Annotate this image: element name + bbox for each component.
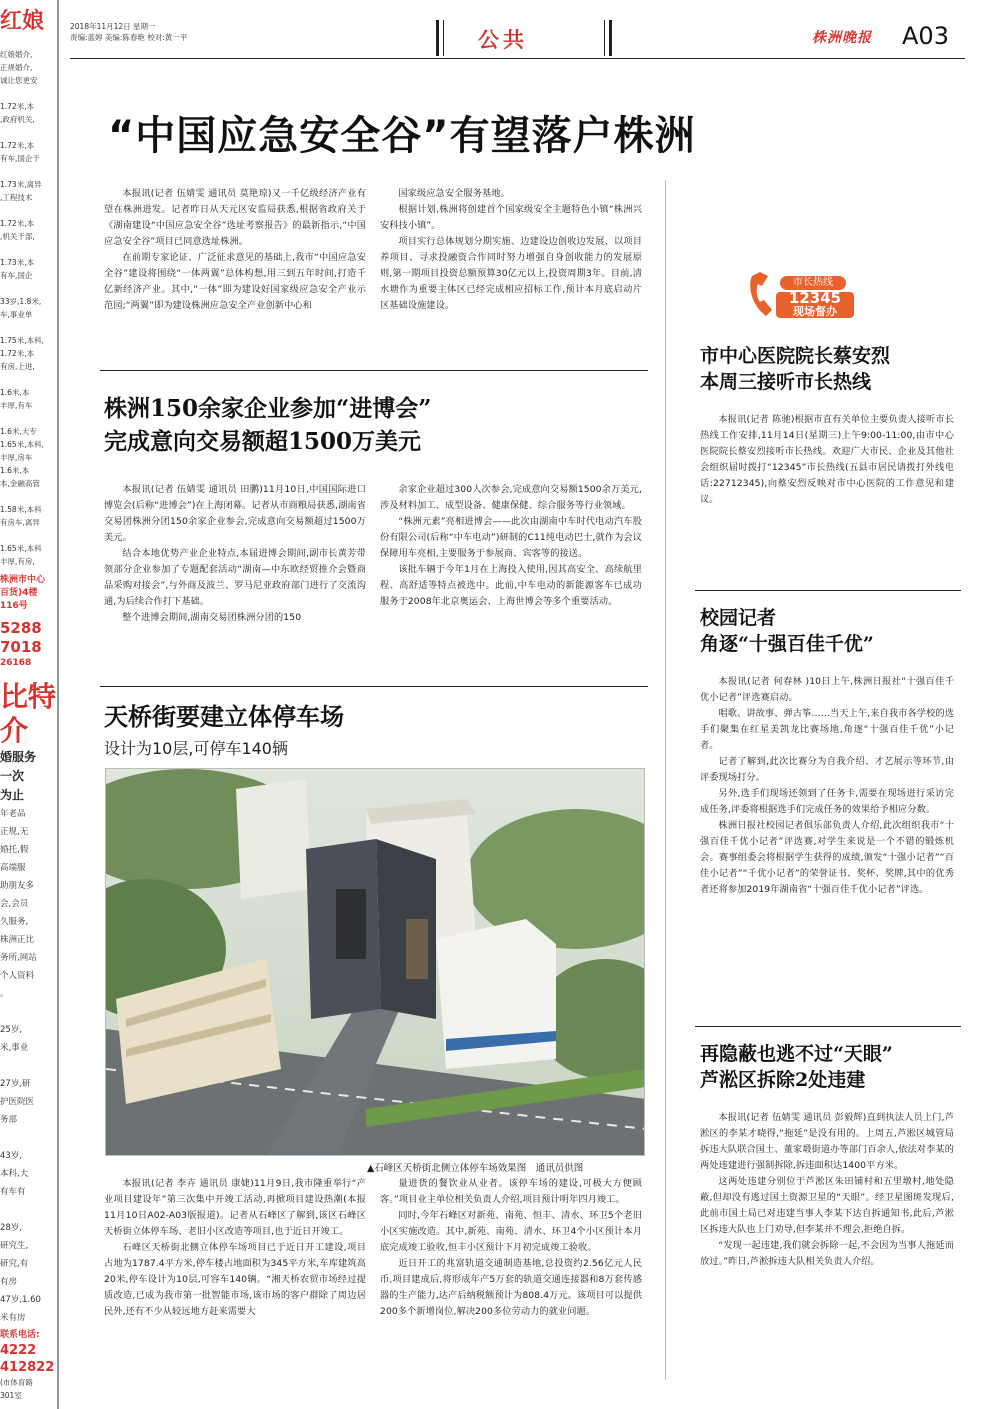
strip-mid-title-2: 介 (0, 714, 29, 747)
strip-phone-2: 7018 (0, 638, 42, 656)
story2-column-2 (380, 482, 642, 610)
strip-foot-4: (市体育路 (0, 1378, 33, 1387)
strip-line: 。 (0, 989, 9, 999)
strip-line (0, 1129, 56, 1147)
side2-paragraph: 株洲日报社校园记者俱乐部负责人介绍,此次组织我市“十强百佳千优小记者”评选赛,对学生来说是一个不错的锻炼机会。赛事组委会将根据学生获得的成绩,颁发“十强小记者”“百佳小记者”“千优小记者”的荣誉证书、奖杯、奖牌,其中的优秀者还将参加2019年湖南省“十强百佳千优小记者”评选。 (700, 820, 954, 895)
newspaper-brand: 株洲晚报 (812, 30, 872, 46)
mayor-hotline-badge (746, 270, 858, 322)
side3-title-line2: 芦淞区拆除2处违建 (700, 1069, 866, 1091)
strip-line: 1.73米,离异 (0, 180, 42, 189)
strip-line (0, 1003, 56, 1021)
strip-line: 27岁,研 (0, 1079, 31, 1089)
strip-line: 高端服 (0, 863, 26, 873)
strip-line: 有房,上进, (0, 362, 35, 371)
story3-title: 天桥街要建立体停车场 (104, 702, 344, 731)
strip-line (0, 490, 56, 503)
strip-line: 研究,有 (0, 1259, 29, 1269)
strip-line: 1.6米,大专 (0, 427, 37, 436)
strip-line: 1.6米,本 (0, 388, 30, 397)
story1-column-2 (380, 186, 642, 314)
story3-paragraph: 同时,今年石峰区对新苑、南苑、恒丰、清水、环卫5个老旧小区实施改造。其中,新苑、南苑、清水、环卫4个小区预计本月底完成竣工验收,恒丰小区预计下月初完成竣工验收。 (380, 1210, 642, 1253)
side1-paragraph: 本报讯(记者 陈驰)根据市直有关单位主要负责人接听市长热线工作安排,11月14日(星期三)上午9:00-11:00,由市中心医院院长蔡安烈接听市长热线。欢迎广大市民、企业及其他社会组织届时拨打“12345”市长热线(五县市居民请拨打外线电话:22712345),向蔡安烈反映对市中心医院的工作意见和建议。 (700, 414, 954, 505)
strip-line: 正规婚介, (0, 63, 33, 72)
strip-line: 年老品 (0, 809, 26, 819)
strip-line (0, 373, 56, 386)
strip-line: 正规,无 (0, 827, 29, 837)
strip-line: 43岁, (0, 1151, 23, 1161)
strip-foot-3: 412822 (0, 1360, 55, 1375)
story3-paragraph: 石峰区天桥街北侧立体停车场项目已于近日开工建设,项目占地为1787.4平方米,停车楼占地面积为345平方米,车库建筑高20米,停车设计为10层,可容车140辆。“湘天桥农贸市场经过提质改造,已成为我市第一批智能市场,该市场的客户群除了周边居民外,还有不少从较远地方赶来需要大 (104, 1242, 366, 1317)
strip-line: 米,事业 (0, 1043, 29, 1053)
side3-paragraph: 这两处违建分别位于芦淞区朱田铺村和五里墩村,地处隐蔽,但却没有逃过国土资源卫星的“天眼”。经卫星图斑发现后,此前市国土局已对违建当事人李某下达自拆通知书,此后,芦淞区拆违大队也上门劝导,但李某并不理会,拒绝自拆。 (700, 1176, 954, 1235)
side2-body (700, 674, 954, 898)
strip-line: 米有房 (0, 1313, 26, 1323)
side2-title-line2: 角逐“十强百佳千优” (700, 633, 874, 655)
story1-column-1 (104, 186, 366, 314)
strip-foot-1: 联系电话: (0, 1330, 40, 1340)
strip-ad-lines-a (0, 48, 56, 568)
story1-paragraph: 在前期专家论证、广泛征求意见的基础上,我市“中国应急安全谷”建设将围绕“一体两翼”总体构想,用三到五年时间,打造千亿新经济产业。其中,“一体”即为建设好国家级应急安全产业示范园;“两翼”即为建设株洲应急安全产业创新中心和 (104, 252, 366, 311)
strip-line: 1.6米,本 (0, 466, 30, 475)
story1-paragraph: 根据计划,株洲将创建首个国家级安全主题特色小镇“株洲兴安科技小镇”。 (380, 204, 642, 231)
strip-line: 47岁,1.60 (0, 1295, 41, 1305)
strip-line (0, 87, 56, 100)
side1-body (700, 412, 954, 508)
strip-line: 28岁, (0, 1223, 23, 1233)
page-number: A03 (902, 22, 949, 50)
story2-paragraph: “株洲元素”亮相进博会——此次由湖南中车时代电动汽车股份有限公司(后称“中车电动”)研制的C11纯电动巴士,就作为会议保障用车亮相,主要服务于参展商、宾客等的接送。 (380, 516, 642, 559)
strip-line: 株洲正比 (0, 935, 35, 945)
strip-line: 1.72米,本 (0, 141, 35, 150)
side1-title-line1: 市中心医院院长蔡安烈 (700, 345, 891, 367)
side3-body (700, 1110, 954, 1270)
parking-garage-rendering (105, 768, 645, 1156)
strip-line: 有房 (0, 1277, 18, 1287)
strip-line: 丰厚,有房, (0, 557, 35, 566)
side3-paragraph: 本报讯(记者 伍婧雯 通讯员 彭毅辉)直到执法人员上门,芦淞区的李某才晓得,“拖延”是没有用的。上周五,芦淞区城管局拆违大队联合国土、董家塅街道办等部门百余人,依法对李某的两处违建进行强制拆除,拆违面积达1400平方米。 (700, 1112, 954, 1171)
strip-line: 车,事业单 (0, 310, 33, 319)
story2-column-1 (104, 482, 366, 626)
strip-line: ,工程技术 (0, 193, 33, 202)
strip-line: 助朋友多 (0, 881, 35, 891)
side3-title-line1: 再隐蔽也逃不过“天眼” (700, 1043, 893, 1065)
strip-line (0, 321, 56, 334)
strip-line: 务所,网站 (0, 953, 37, 963)
strip-line: 个人资料 (0, 971, 35, 981)
strip-address-2: 百货)4楼 (0, 588, 38, 598)
story1-paragraph: 项目实行总体规划分期实施、边建设边创收边发展、以项目养项目、寻求投融资合作同时努力增强自身创收能力的发展原则,第一期项目投资总额预算30亿元以上,投资周期3年。目前,清水塘作为重要主体区已经完成相应招标工作,预计本月底启动片区基础设施建设。 (380, 236, 642, 311)
strip-line: 1.75米,本科, (0, 336, 44, 345)
strip-line: 33岁,1.8米, (0, 297, 42, 306)
strip-line: 本科,大 (0, 1169, 29, 1179)
left-page-strip (0, 0, 56, 1409)
strip-line (0, 204, 56, 217)
side3-paragraph: “发现一起违建,我们就会拆除一起,不会因为当事人拖延而放过。”昨日,芦淞拆违大队相关负责人介绍。 (700, 1240, 954, 1267)
strip-line: ,政府机关, (0, 115, 35, 124)
section-name: 公共 (478, 27, 528, 52)
side2-paragraph: 记者了解到,此次比赛分为自我介绍、才艺展示等环节,由评委现场打分。 (700, 756, 954, 783)
strip-line: 护医院医 (0, 1097, 35, 1107)
badge-bottom-text: 现场督办 (793, 305, 837, 318)
badge-top-text: 市长热线 (793, 277, 833, 288)
strip-line (0, 282, 56, 295)
strip-line: 有车,国企干 (0, 154, 40, 163)
strip-foot-2: 4222 (0, 1343, 37, 1358)
strip-line (0, 243, 56, 256)
side2-paragraph: 另外,选手们现场还领到了任务卡,需要在现场进行采访完成任务,评委将根据选手们完成任务的效果给予相应分数。 (700, 788, 954, 815)
strip-line: 红娘婚介, (0, 50, 33, 59)
image-caption: ▲石峰区天桥街北侧立体停车场效果图 通讯员供图 (367, 1163, 584, 1174)
side1-title-line2: 本周三接听市长热线 (700, 371, 872, 393)
strip-line: 丰厚,有车 (0, 401, 33, 410)
story3-column-2 (380, 1176, 642, 1320)
strip-address-1: 株洲市中心 (0, 575, 46, 585)
strip-line: 诚让您更安 (0, 76, 38, 85)
strip-line: 1.73米,本 (0, 258, 35, 267)
strip-line: ,机关干部, (0, 232, 35, 241)
story3-column-1 (104, 1176, 366, 1320)
side2-title-line1: 校园记者 (700, 607, 777, 629)
strip-line: 会,会员 (0, 899, 29, 909)
strip-line: 务部 (0, 1115, 18, 1125)
strip-line: 1.72米,本 (0, 349, 35, 358)
strip-line: 久服务, (0, 917, 29, 927)
strip-line: 25岁, (0, 1025, 23, 1035)
strip-mid-line: 为止 (0, 788, 25, 802)
strip-mid-title-1: 比特 (0, 680, 56, 713)
story2-title-line2: 完成意向交易额超1500万美元 (104, 428, 422, 455)
strip-line: 1.65米,本科 (0, 544, 42, 553)
strip-line: 1.58米,本科 (0, 505, 42, 514)
strip-mid-line: 一次 (0, 769, 25, 783)
story2-paragraph: 结合本地优势产业企业特点,本届进博会期间,副市长黄芳带领部分企业参加了专题配套活动“湖南—中东欧经贸推介会暨商品采购对接会”,与外商及波兰、罗马尼亚政府部门进行了交流沟通,为后续合作打下基础。 (104, 548, 366, 607)
strip-address-3: 116号 (0, 601, 28, 611)
strip-line: 1.72米,本 (0, 219, 35, 228)
story2-paragraph: 余家企业超过300人次参会,完成意向交易额1500余万美元,涉及材料加工、成型设备、健康保健、综合服务等行业领域。 (380, 484, 642, 511)
badge-number: 12345 (788, 289, 842, 307)
strip-line (0, 126, 56, 139)
story3-paragraph: 量进货的餐饮业从业者。该停车场的建设,可极大方便顾客。”项目业主单位相关负责人介绍,项目预计明年四月竣工。 (380, 1178, 642, 1205)
strip-line: 1.72米,本 (0, 102, 35, 111)
story1-paragraph: 本报讯(记者 伍婧雯 通讯员 莫艳琼)又一千亿级经济产业有望在株洲进发。记者昨日从天元区安监局获悉,根据省政府关于《湖南建设“中国应急安全谷”选址考察报告》的最新指示,“中国应急安全谷”项目已同意选址株洲。 (104, 188, 366, 247)
story3-subtitle: 设计为10层,可停车140辆 (104, 739, 288, 758)
side2-paragraph: 本报讯(记者 何春林 )10日上午,株洲日报社“十强百佳千优小记者”评选赛启动。 (700, 676, 954, 703)
strip-line: 有车,国企 (0, 271, 33, 280)
story3-paragraph: 本报讯(记者 李卉 通讯员 康婕)11月9日,我市隆重举行“产业项目建设年”第三次集中开竣工活动,再掀项目建设热潮(本报11月10日A02-A03版报道)。记者从石峰区了解到,该区石峰区天桥街立体停车场、老旧小区改造等项目,也于近日开竣工。 (104, 1178, 366, 1237)
story2-paragraph: 本报讯(记者 伍婧雯 通讯员 田鹏)11月10日,中国国际进口博览会(后称“进博会”)在上海闭幕。记者从市商粮局获悉,湖南省交易团株洲分团150余家企业参会,完成意向交易额超过1500万美元。 (104, 484, 366, 543)
strip-line: 1.65米,本科, (0, 440, 44, 449)
strip-line: 有车有 (0, 1187, 26, 1197)
side2-paragraph: 唱歌、讲故事、弹古筝……当天上午,来自我市各学校的选手们聚集在红星美凯龙比赛场地,角逐“十强百佳千优”小记者。 (700, 708, 954, 751)
main-headline: “中国应急安全谷”有望落户株洲 (108, 113, 696, 159)
strip-line (0, 529, 56, 542)
strip-line (0, 165, 56, 178)
story2-paragraph: 整个进博会期间,湖南交易团株洲分团的150 (122, 612, 302, 623)
strip-line: 有房车,离异 (0, 518, 40, 527)
masthead-staff: 责编:蓝婷 美编:陈春艳 校对:黄一平 (70, 33, 188, 42)
strip-line: 研究生, (0, 1241, 29, 1251)
story3-paragraph: 近日开工的兆富轨道交通制造基地,总投资约2.56亿元人民币,项目建成后,将形成年产5万套的轨道交通连接器和8万套传感器的生产能力,达产后纳税额预计为808.4万元。该项目可以提供200多个新增岗位,解决200多位劳动力的就业问题。 (380, 1258, 643, 1317)
strip-ad-lines-b (0, 805, 56, 1327)
strip-line (0, 1201, 56, 1219)
strip-phone-3: 26168 (0, 658, 32, 668)
story2-paragraph: 该批车辆于今年1月在上海投入使用,因其高安全、高续航里程、高舒适等特点被选中。此前,中车电动的新能源客车已成功服务于2008年北京奥运会、上海世博会等多个重要活动。 (380, 564, 642, 607)
masthead-date: 2018年11月12日 星期一 (70, 22, 156, 31)
strip-line: 婚托,假 (0, 845, 29, 855)
strip-line: 丰厚,房车 (0, 453, 33, 462)
story2-title-line1: 株洲150余家企业参加“进博会” (104, 395, 432, 422)
strip-top-title: 红娘 (0, 8, 45, 34)
strip-foot-5: 301室 (0, 1391, 22, 1400)
strip-line (0, 1057, 56, 1075)
strip-mid-lines (0, 748, 56, 805)
story1-paragraph: 国家级应急安全服务基地。 (398, 188, 510, 199)
strip-mid-line: 婚服务 (0, 750, 37, 764)
strip-line (0, 412, 56, 425)
strip-line: 本,金融高管 (0, 479, 40, 488)
strip-phone-1: 5288 (0, 619, 42, 637)
